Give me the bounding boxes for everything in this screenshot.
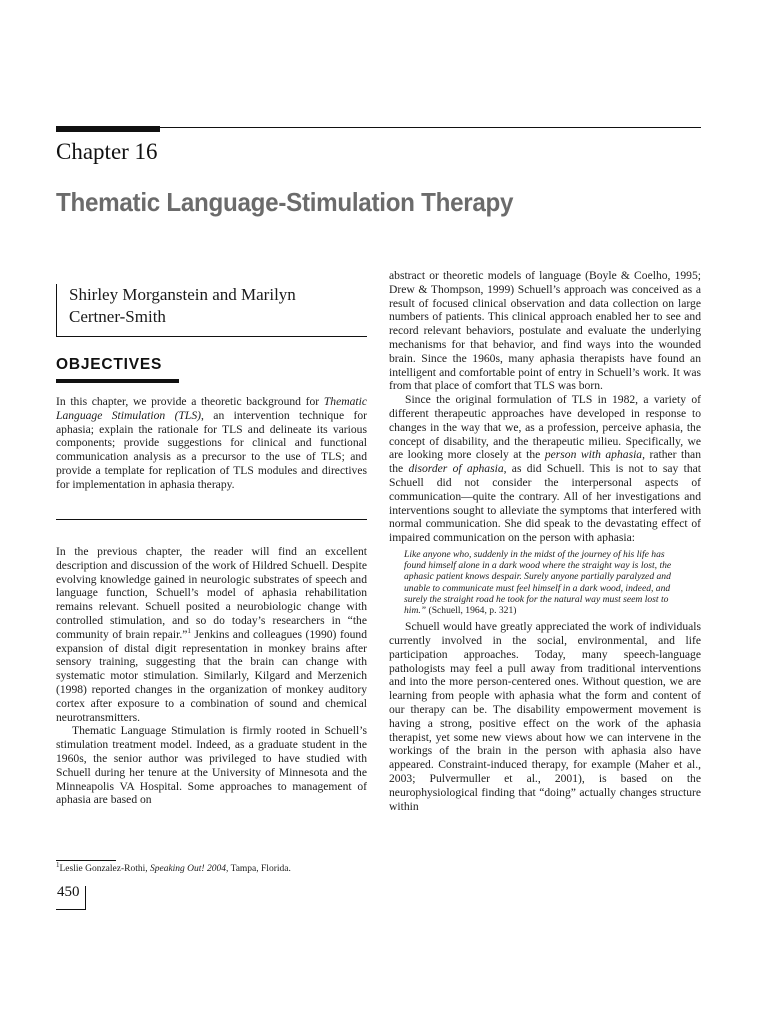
right-para2-italic2: disorder of aphasia xyxy=(408,462,504,476)
block-quote xyxy=(404,549,686,616)
author-line-2: Certner-Smith xyxy=(69,307,166,326)
objectives-text-part1: In this chapter, we provide a theoretic background for xyxy=(56,395,324,408)
right-column xyxy=(389,269,701,813)
header-rule-thin xyxy=(160,127,701,128)
right-para2-part3: , as did Schuell. This is not to say that Schuell did not consider the interpersonal aspects of communication—quite the contrary. All of her investigations and interventions sought to alleviate the symptoms that interfered with normal communication. She did speak to the devastating effect of impaired communication on the person with aphasia: xyxy=(389,462,701,545)
objectives-text xyxy=(56,395,367,492)
quote-citation: (Schuell, 1964, p. 321) xyxy=(426,604,517,616)
chapter-title: Thematic Language-Stimulation Therapy xyxy=(56,187,514,217)
right-para2-part1: Since the original formulation of TLS in 1982, a variety of different therapeutic approaches have developed in response to changes in the way that we, as a profession, perceive aphasia, the concept of disability, and the therapeutic milieu. Specifically, we are looking more closely at the xyxy=(389,393,701,462)
objectives-end-rule xyxy=(56,519,367,520)
page-number: 450 xyxy=(57,884,80,900)
body-left xyxy=(56,545,367,807)
page-number-rule xyxy=(56,909,86,910)
left-paragraph-1 xyxy=(56,545,367,724)
left-para1-part1: In the previous chapter, the reader will find an excellent description and discussion of the work of Hildred Schuell. Despite evolving knowledge gained in neurologic substrates of speech and language function, Schuell’s model of aphasia rehabilitation remains relevant. Schuell posited a neurobiologic change with controlled stimulation, and so do today’s researchers in “the community of brain repair.” xyxy=(56,545,367,641)
author-names xyxy=(69,284,359,328)
header-rule-thick xyxy=(56,126,160,132)
objectives-text-italic: Thematic Language Stimulation (TLS) xyxy=(56,395,367,422)
left-paragraph-2: Thematic Language Stimulation is firmly rooted in Schuell’s stimulation treatment model. Indeed, as a graduate student in the 1960s, the senior author was privileged to have studied with Schuell during her tenure at the University of Minnesota and the Minneapolis VA Hospital. Some approaches to management of aphasia are based on xyxy=(56,724,367,807)
author-bar xyxy=(56,284,57,336)
right-para2-part2: , rather than the xyxy=(389,448,701,476)
page-number-bar xyxy=(85,886,86,910)
footnote-mark: 1 xyxy=(56,860,60,869)
right-para2-italic1: person with aphasia xyxy=(544,448,643,462)
chapter-label: Chapter 16 xyxy=(56,139,158,164)
footnote-text-part2: , Tampa, Florida. xyxy=(225,864,291,874)
quote-text: Like anyone who, suddenly in the midst of the journey of his life has found himself alone in a dark wood where the straight way is lost, the aphasic patient knows despair. Surely anyone partially paralyzed and unable to communicate must feel himself in a dark wood, indeed, and surely the straight road he took for the natural way must seem lost to him.” xyxy=(404,548,672,616)
footnote-reference: 1 xyxy=(187,626,191,635)
right-paragraph-3: Schuell would have greatly appreciated the work of individuals currently involved in the social, environmental, and life participation approaches. Today, many speech-language pathologists may feel a pull away from traditional interventions and into the more person-centered ones. Without question, we are learning from people with aphasia what the form and content of our therapy can be. The disability empowerment movement is having a strong, positive effect on the work of the aphasia therapist, yet some new views about how we can intervene in the workings of the brain in the person with aphasia also have appeared. Constraint-induced therapy, for example (Maher et al., 2003; Pulvermuller et al., 2001), is based on the neurophysiological finding that “doing” actually changes structure within xyxy=(389,620,701,813)
footnote-rule xyxy=(56,860,116,861)
author-line-1: Shirley Morganstein and Marilyn xyxy=(69,285,296,304)
left-para1-part2: Jenkins and colleagues (1990) found expansion of distal digit representation in monkey brains after sensory training, suggesting that the brain can change with systematic motor stimulation. Similarly, Kilgard and Merzenich (1998) reported changes in the organization of monkey auditory cortex after exposure to a combination of sound and chemical neurotransmitters. xyxy=(56,627,368,724)
footnote-text-italic: Speaking Out! 2004 xyxy=(149,864,226,874)
objectives-text-part2: , an intervention technique for aphasia; explain the rationale for TLS and delineate its various components; provide suggestions for clinical and functional communication analysis as a precursor to the use of TLS; and provide a template for replication of TLS modules and directives for implementation in aphasia therapy. xyxy=(56,408,367,491)
author-block xyxy=(56,284,367,338)
footnote xyxy=(56,860,376,875)
objectives-heading: OBJECTIVES xyxy=(56,356,163,373)
objectives-rule xyxy=(56,379,179,383)
right-paragraph-1: abstract or theoretic models of language (Boyle & Coelho, 1995; Drew & Thompson, 1999) Schuell’s approach was conceived as a result of focused clinical observation and data collection on large numbers of patients. This clinical approach enabled her to see and record relevant behaviors, postulate and evaluate the underlying mechanisms for that behavior, and find ways into the wounded brain. Since the 1960s, many aphasia therapists have found an intelligent and comfortable point of entry in Schuell’s work. It was from that place of comfort that TLS was born. xyxy=(389,269,701,393)
right-paragraph-2 xyxy=(389,393,701,545)
footnote-text-part1: Leslie Gonzalez-Rothi, xyxy=(59,864,150,874)
author-rule xyxy=(56,336,367,337)
